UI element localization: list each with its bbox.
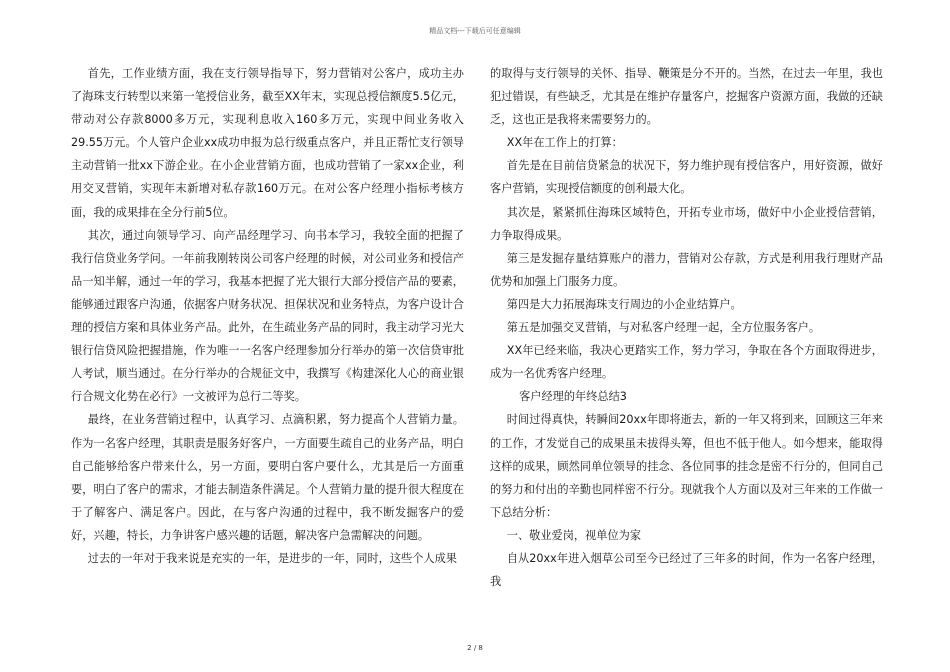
- paragraph: 时间过得真快，转瞬间20xx年即将逝去，新的一年又将到来，回顾这三年来的工作，才发觉自己的成果虽未拔得头筹，但也不低于他人。如今想来，能取得这样的成果，顾然同单位领导的挂念、各位同事的挂念是密不行分的，但同自己的努力和付出的辛勤也同样密不行分。现就我个人方面以及对三年来的工作做一下总结分析：: [490, 413, 883, 519]
- paragraph: 最终，在业务营销过程中，认真学习、点滴积累，努力提高个人营销力量。作为一名客户经理，其职责是服务好客户，一方面要生疏自己的业务产品，明白自己能够给客户带来什么，另一方面，要明白客户要什么，尤其是后一方面重要，明白了客户的需求，才能去制造条件满足。个人营销力量的提升很大程度在于了解客户、满足客户。因此，在与客户沟通的过程中，我不断发掘客户的爱好，兴趣，特长，力争讲客户感兴趣的话题，解决客户急需解决的问题。: [71, 413, 464, 542]
- section-title: 客户经理的年终总结3: [519, 390, 627, 404]
- page-number: 2 / 8: [467, 644, 483, 652]
- paragraph: 第五是加强交叉营销，与对私客户经理一起，全方位服务客户。: [506, 321, 821, 335]
- paragraph: 第四是大力拓展海珠支行周边的小企业结算户。: [506, 297, 742, 311]
- paragraph: XX年已经来临，我决心更踏实工作，努力学习，争取在各个方面取得进步，成为一名优秀客户经理。: [490, 344, 883, 381]
- right-column: [490, 62, 883, 593]
- paragraph-continued: 的取得与支行领导的关怀、指导、鞭策是分不开的。当然，在过去一年里，我也犯过错误，有些缺乏，尤其是在维护存量客户，挖掘客户资源方面，我做的还缺乏，这也正是我将来需要努力的。: [490, 67, 883, 127]
- paragraph: XX年在工作上的打算：: [506, 136, 623, 150]
- paragraph: 第三是发掘存量结算账户的潜力，营销对公存款，方式是利用我行理财产品优势和加强上门服务力度。: [490, 251, 883, 288]
- paragraph: 一、敬业爱岗，视单位为家: [506, 528, 642, 542]
- paragraph: 其次是，紧紧抓住海珠区域特色，开拓专业市场，做好中小企业授信营销，力争取得成果。: [490, 205, 883, 242]
- left-column: [71, 62, 464, 570]
- paragraph: 首先，工作业绩方面，我在支行领导指导下，努力营销对公客户，成功主办了海珠支行转型以来第一笔授信业务，截至XX年末，实现总授信额度5.5亿元，带动对公存款8000多万元，实现利息收入160多万元，实现中间业务收入29.55万元。个人管户企业xx成功申报为总行级重点客户，并且正帮忙支行领导主动营销一批xx下游企业。在小企业营销方面，也成功营销了一家xx企业，利用交叉营销，实现年末新增对私存款160万元。在对公客户经理小指标考核方面，我的成果排在全分行前5位。: [71, 67, 464, 219]
- document-header: 精品文档---下载后可任意编辑: [429, 27, 521, 35]
- paragraph: 其次，通过向领导学习、向产品经理学习、向书本学习，我较全面的把握了我行信贷业务学问。一年前我刚转岗公司客户经理的时候，对公司业务和授信产品一知半解，通过一年的学习，我基本把握了光大银行大部分授信产品的要素，能够通过跟客户沟通，依据客户财务状况、担保状况和业务特点，为客户设计合理的授信方案和具体业务产品。此外，在生疏业务产品的同时，我主动学习光大银行信贷风险把握措施，作为唯一一名客户经理参加分行举办的第一次信贷审批人考试，顺当通过。在分行举办的合规征文中，我撰写《构建深化人心的商业银行合规文化势在必行》一文被评为总行二等奖。: [71, 228, 464, 404]
- paragraph: 首先是在目前信贷紧急的状况下，努力维护现有授信客户，用好资源，做好客户营销，实现授信额度的创利最大化。: [490, 159, 883, 196]
- paragraph: 自从20xx年进入烟草公司至今已经过了三年多的时间，作为一名客户经理，我: [490, 551, 883, 589]
- paragraph: 过去的一年对于我来说是充实的一年，是进步的一年，同时，这些个人成果: [87, 551, 457, 565]
